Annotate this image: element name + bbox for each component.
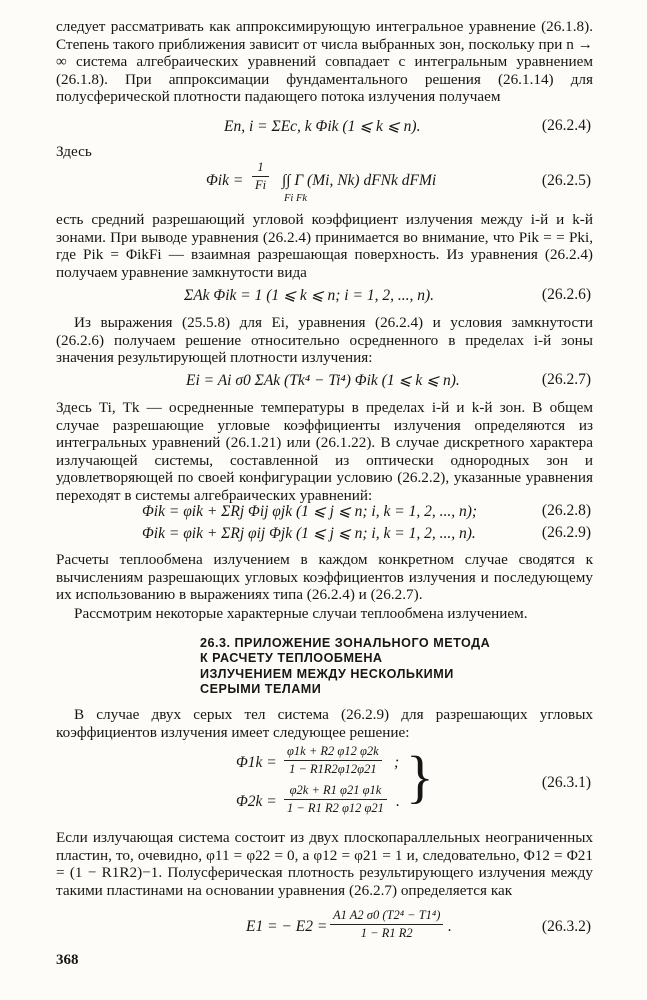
equation-formula: Φik = φik + ΣRj φij Φjk (1 ⩽ j ⩽ n; i, k = 1, 2, ..., n). (142, 525, 476, 542)
equation-26-3-2: E1 = − E2 = $\frac{\text{A1 A2 σ0 (T2⁴ − T1⁴)}}{1 - R1 R2}$ . (26.3.2) (246, 908, 591, 940)
paragraph-9: Если излучающая система состоит из двух плоскопараллельных неограниченных пластин, то, очевидно, φ11 = φ22 = 0, а φ12 = φ21 = 1 и, следовательно, Φ12 = Φ21 = (1 − R1R2)−1. Полусферическая плотность результирующего излучения между такими пластинами на основании уравнения (26.2.7) определяется как (56, 829, 593, 899)
equation-26-3-1: Φ1k = $\frac{\varphi 1k + R2 \varphi 12 \varphi 2k}{1 - R1R2\varphi 12\varphi 21}$ ; Φ2k = $\frac{\varphi 2k + R1 \varphi 21 \varphi 1k}{1 - R1 R2 \varphi 12 \varphi 21}$ . } (26.3.1) (236, 744, 591, 815)
paragraph-6: Расчеты теплообмена излучением в каждом конкретном случае сводятся к вычислениям разрешающих угловых коэффициентов излучения и последующему их использованию в выражениях типа (26.2.4) и (26.2.7). (56, 551, 593, 604)
fraction: $\frac{\text{A1 A2 σ0 (T2⁴ − T1⁴)}}{1 - R1 R2}$ (330, 908, 443, 941)
equation-lhs: Φik = (206, 172, 244, 189)
section-heading: 26.3. ПРИЛОЖЕНИЕ ЗОНАЛЬНОГО МЕТОДА К РАСЧЕТУ ТЕПЛООБМЕНА ИЗЛУЧЕНИЕМ МЕЖДУ НЕСКОЛЬКИМИ СЕРЫМИ ТЕЛАМИ (200, 636, 491, 697)
equation-26-2-5 (56, 160, 593, 210)
equation-number: (26.2.6) (541, 286, 591, 303)
row2-lhs: Φ2k = (236, 793, 277, 810)
paragraph-8: В случае двух серых тел система (26.2.9) для разрешающих угловых коэффициентов излучения имеет следующее решение: (56, 706, 593, 741)
paragraph-5: Здесь Ti, Tk — осредненные температуры в пределах i-й и k-й зон. В общем случае разрешающие угловые коэффициенты излучения определяются из интегральных уравнений (26.1.21) или (26.1.22). В случае дискретного характера излучающей системы, составленной из оптически однородных зон и удовлетворяющей по своей конфигурации условию (26.2.2), указанные уравнения переходят в системы алгебраических уравнений: (56, 399, 593, 504)
row2-fraction: $\frac{\varphi 2k + R1 \varphi 21 \varphi 1k}{1 - R1 R2 \varphi 12 \varphi 21}$ (284, 783, 387, 816)
equation-formula: ΣAk Φik = 1 (1 ⩽ k ⩽ n; i = 1, 2, ..., n). (184, 287, 434, 304)
paragraph-2: Здесь (56, 143, 92, 160)
integral-expression: ∫∫ Γ (Mi, Nk) dFNk dFMi (282, 172, 437, 189)
paragraph-3: есть средний разрешающий угловой коэффициент излучения между i-й и k-й зонами. При выводе уравнения (26.2.4) принимается во внимание, что Pik = = Pki, где Pik = ΦikFi — взаимная разрешающая поверхность. Из уравнения (26.2.4) получаем уравнение замкнутости вида (56, 211, 593, 281)
paragraph-7: Рассмотрим некоторые характерные случаи теплообмена излучением. (74, 605, 528, 622)
equation-number: (26.3.2) (541, 918, 591, 935)
equation-number: (26.2.4) (541, 117, 591, 134)
right-brace: } (406, 744, 434, 809)
equation-number: (26.2.7) (541, 371, 591, 388)
fraction: $\frac{1}{Fi}$ (252, 160, 269, 193)
equation-lhs: E1 = − E2 = (246, 918, 328, 935)
row1-lhs: Φ1k = (236, 754, 277, 771)
equation-formula: Φik = φik + ΣRj Φij φjk (1 ⩽ j ⩽ n; i, k = 1, 2, ..., n); (142, 503, 478, 520)
paragraph-4: Из выражения (25.5.8) для Ei, уравнения (26.2.4) и условия замкнутости (26.2.6) получаем решение относительно осредненного в пределах i-й зоны значения результирующей плотности излучения: (56, 314, 593, 367)
row1-fraction: $\frac{\varphi 1k + R2 \varphi 12 \varphi 2k}{1 - R1R2\varphi 12\varphi 21}$ (284, 744, 382, 777)
equation-formula: Eп, i = ΣEс, k Φik (1 ⩽ k ⩽ n). (224, 118, 421, 135)
equation-formula: Ei = Ai σ0 ΣAk (Tk⁴ − Ti⁴) Φik (1 ⩽ k ⩽ n). (186, 372, 460, 389)
equation-number: (26.2.8) (541, 502, 591, 519)
equation-number: (26.3.1) (541, 774, 591, 791)
integral-limits: Fi Fk (284, 193, 308, 204)
equation-number: (26.2.9) (541, 524, 591, 541)
page-number: 368 (56, 952, 79, 968)
paragraph-1: следует рассматривать как аппроксимирующую интегральное уравнение (26.1.8). Степень такого приближения зависит от числа выбранных зон, поскольку при n → ∞ система алгебраических уравнений совпадает с интегральным уравнением (26.1.8). При аппроксимации фундаментального решения (26.1.14) для полусферической плотности падающего потока излучения получаем (56, 18, 593, 106)
equation-number: (26.2.5) (541, 172, 591, 189)
